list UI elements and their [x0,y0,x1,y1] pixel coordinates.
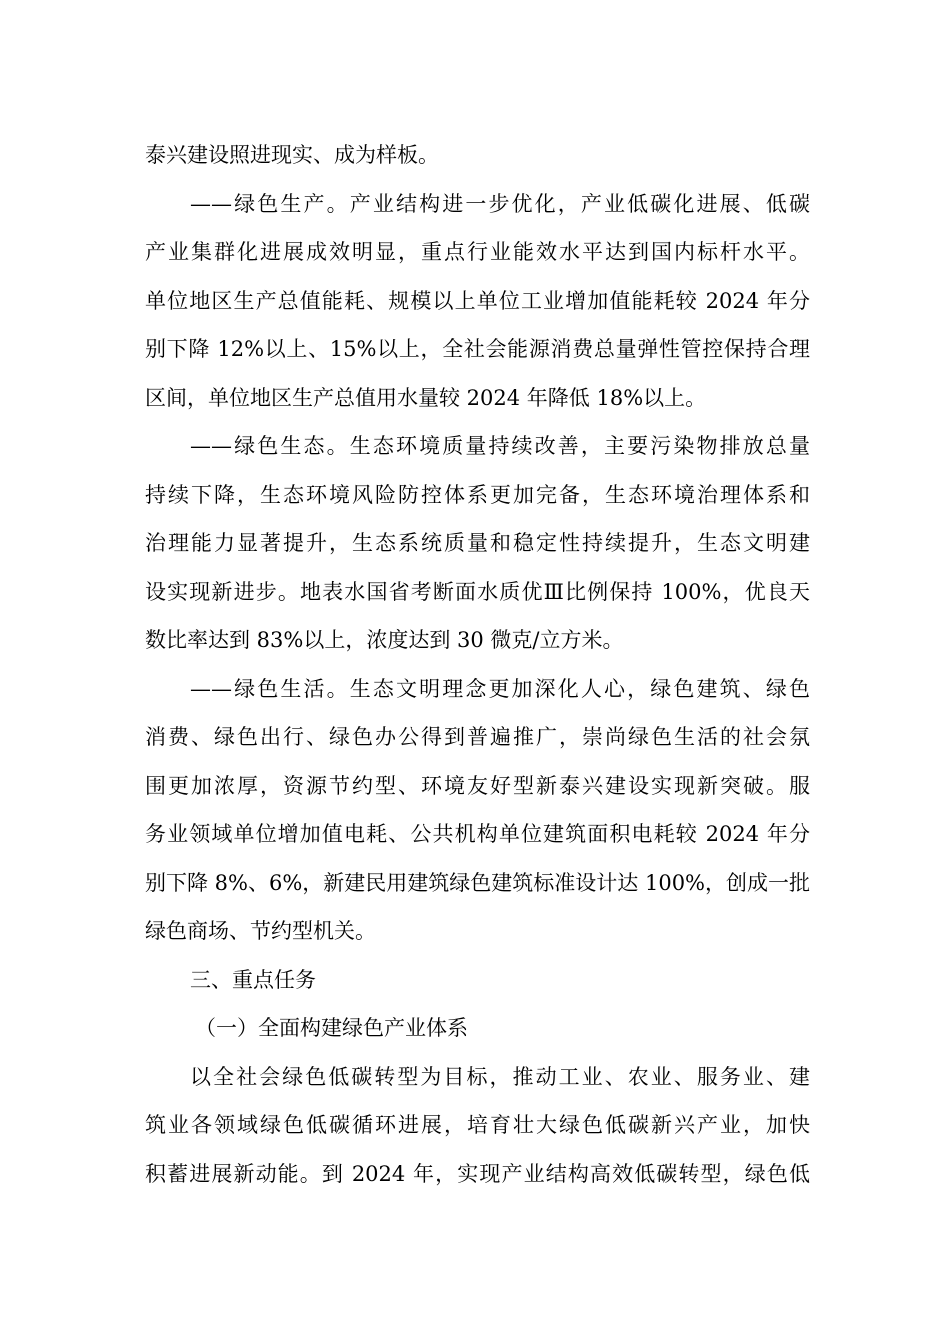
text-line: 积蓄进展新动能。到 2024 年，实现产业结构高效低碳转型，绿色低 [145,1161,810,1186]
text-line: 设实现新进步。地表水国省考断面水质优Ⅲ比例保持 100%，优良天 [145,579,810,604]
text-line: 别下降 8%、6%，新建民用建筑绿色建筑标准设计达 100%，创成一批 [145,870,811,895]
text-line: 务业领域单位增加值电耗、公共机构单位建筑面积电耗较 2024 年分 [145,822,810,846]
text-line: 区间，单位地区生产总值用水量较 2024 年降低 18%以上。 [145,385,707,410]
text-line: 数比率达到 83%以上，浓度达到 30 微克/立方米。 [145,628,624,652]
text-line: 单位地区生产总值能耗、规模以上单位工业增加值能耗较 2024 年分 [145,288,810,313]
text-line: 别下降 12%以上、15%以上，全社会能源消费总量弹性管控保持合理 [145,337,810,361]
subsection-heading: （一）全面构建绿色产业体系 [195,1016,468,1040]
text-line: 围更加浓厚，资源节约型、环境友好型新泰兴建设实现新突破。服 [145,773,810,798]
text-line: 绿色商场、节约型机关。 [145,919,376,943]
text-line: ——绿色生产。产业结构进一步优化，产业低碳化进展、低碳 [190,191,810,216]
text-line: 消费、绿色出行、绿色办公得到普遍推广，崇尚绿色生活的社会氛 [145,725,810,749]
text-line: 筑业各领域绿色低碳循环进展，培育壮大绿色低碳新兴产业，加快 [145,1113,810,1137]
text-line: 以全社会绿色低碳转型为目标，推动工业、农业、服务业、建 [190,1064,810,1089]
document-body [145,131,810,1198]
text-line: 治理能力显著提升，生态系统质量和稳定性持续提升，生态文明建 [145,531,810,555]
section-heading: 三、重点任务 [190,967,316,992]
text-line: 产业集群化进展成效明显，重点行业能效水平达到国内标杆水平。 [145,240,810,264]
text-line: ——绿色生态。生态环境质量持续改善，主要污染物排放总量 [190,434,810,458]
text-line: 泰兴建设照进现实、成为样板。 [145,143,439,167]
text-line: 持续下降，生态环境风险防控体系更加完备，生态环境治理体系和 [145,482,810,507]
text-line: ——绿色生活。生态文明理念更加深化人心，绿色建筑、绿色 [190,676,810,701]
